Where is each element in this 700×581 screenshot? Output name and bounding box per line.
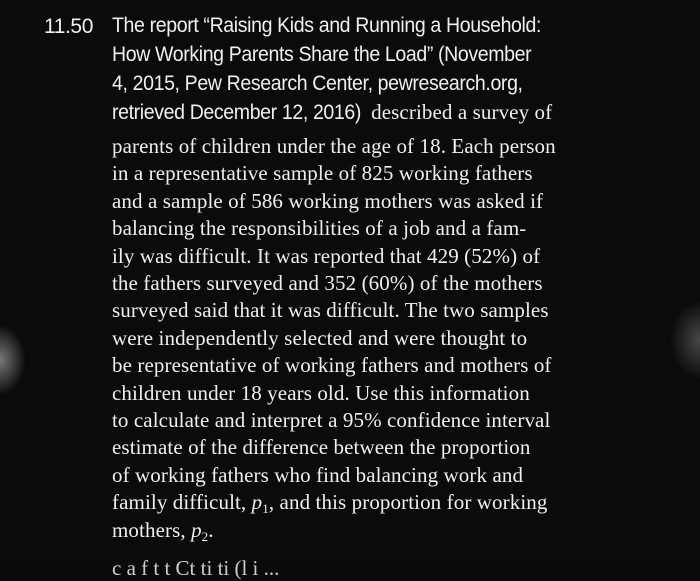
problem-line-11: surveyed said that it was difficult. The two samples [112, 298, 549, 322]
problem-line-10: the fathers surveyed and 352 (60%) of the mothers [112, 271, 543, 295]
line-18-post: , and this proportion for working [268, 490, 548, 514]
cutoff-next-line: c a f t t Ct ti ti (l i ... [112, 556, 280, 580]
problem-line-17: of working fathers who find balancing work and [112, 463, 524, 487]
problem-line-5: parents of children under the age of 18. Each person [112, 134, 556, 158]
problem-line-6: in a representative sample of 825 working fathers [112, 161, 533, 185]
problem-line-8: balancing the responsibilities of a job and a fam- [112, 216, 527, 240]
problem-line-16: estimate of the difference between the proportion [112, 435, 531, 459]
problem-line-4 [112, 102, 552, 123]
problem-line-1: The report “Raising Kids and Running a Household: [112, 14, 542, 37]
problem-line-15: to calculate and interpret a 95% confidence interval [112, 408, 551, 432]
problem-line-19 [112, 520, 214, 543]
line-19-pre: mothers, [112, 518, 192, 542]
photo-glare [0, 325, 26, 395]
problem-line-13: be representative of working fathers and mothers of [112, 353, 552, 377]
p1-subscript: 1 [262, 501, 269, 516]
problem-line-4-sans: retrieved December 12, 2016) [112, 101, 362, 124]
p1-symbol: p [251, 490, 263, 514]
p2-subscript: 2 [201, 529, 209, 544]
problem-line-7: and a sample of 586 working mothers was asked if [112, 189, 544, 213]
problem-number: 11.50 [44, 15, 93, 38]
problem-line-3: 4, 2015, Pew Research Center, pewresearch.org, [112, 72, 523, 95]
problem-line-14: children under 18 years old. Use this information [112, 381, 530, 405]
photo-glare-right [670, 300, 700, 380]
problem-line-12: were independently selected and were thought to [112, 326, 528, 350]
p2-symbol: p [191, 518, 202, 542]
line-19-post: . [208, 518, 214, 542]
problem-line-18 [112, 492, 547, 515]
problem-line-2: How Working Parents Share the Load” (November [112, 43, 532, 66]
problem-line-9: ily was difficult. It was reported that 429 (52%) of [112, 244, 541, 268]
line-18-pre: family difficult, [112, 490, 252, 514]
problem-line-4-serif: described a survey of [365, 100, 553, 124]
